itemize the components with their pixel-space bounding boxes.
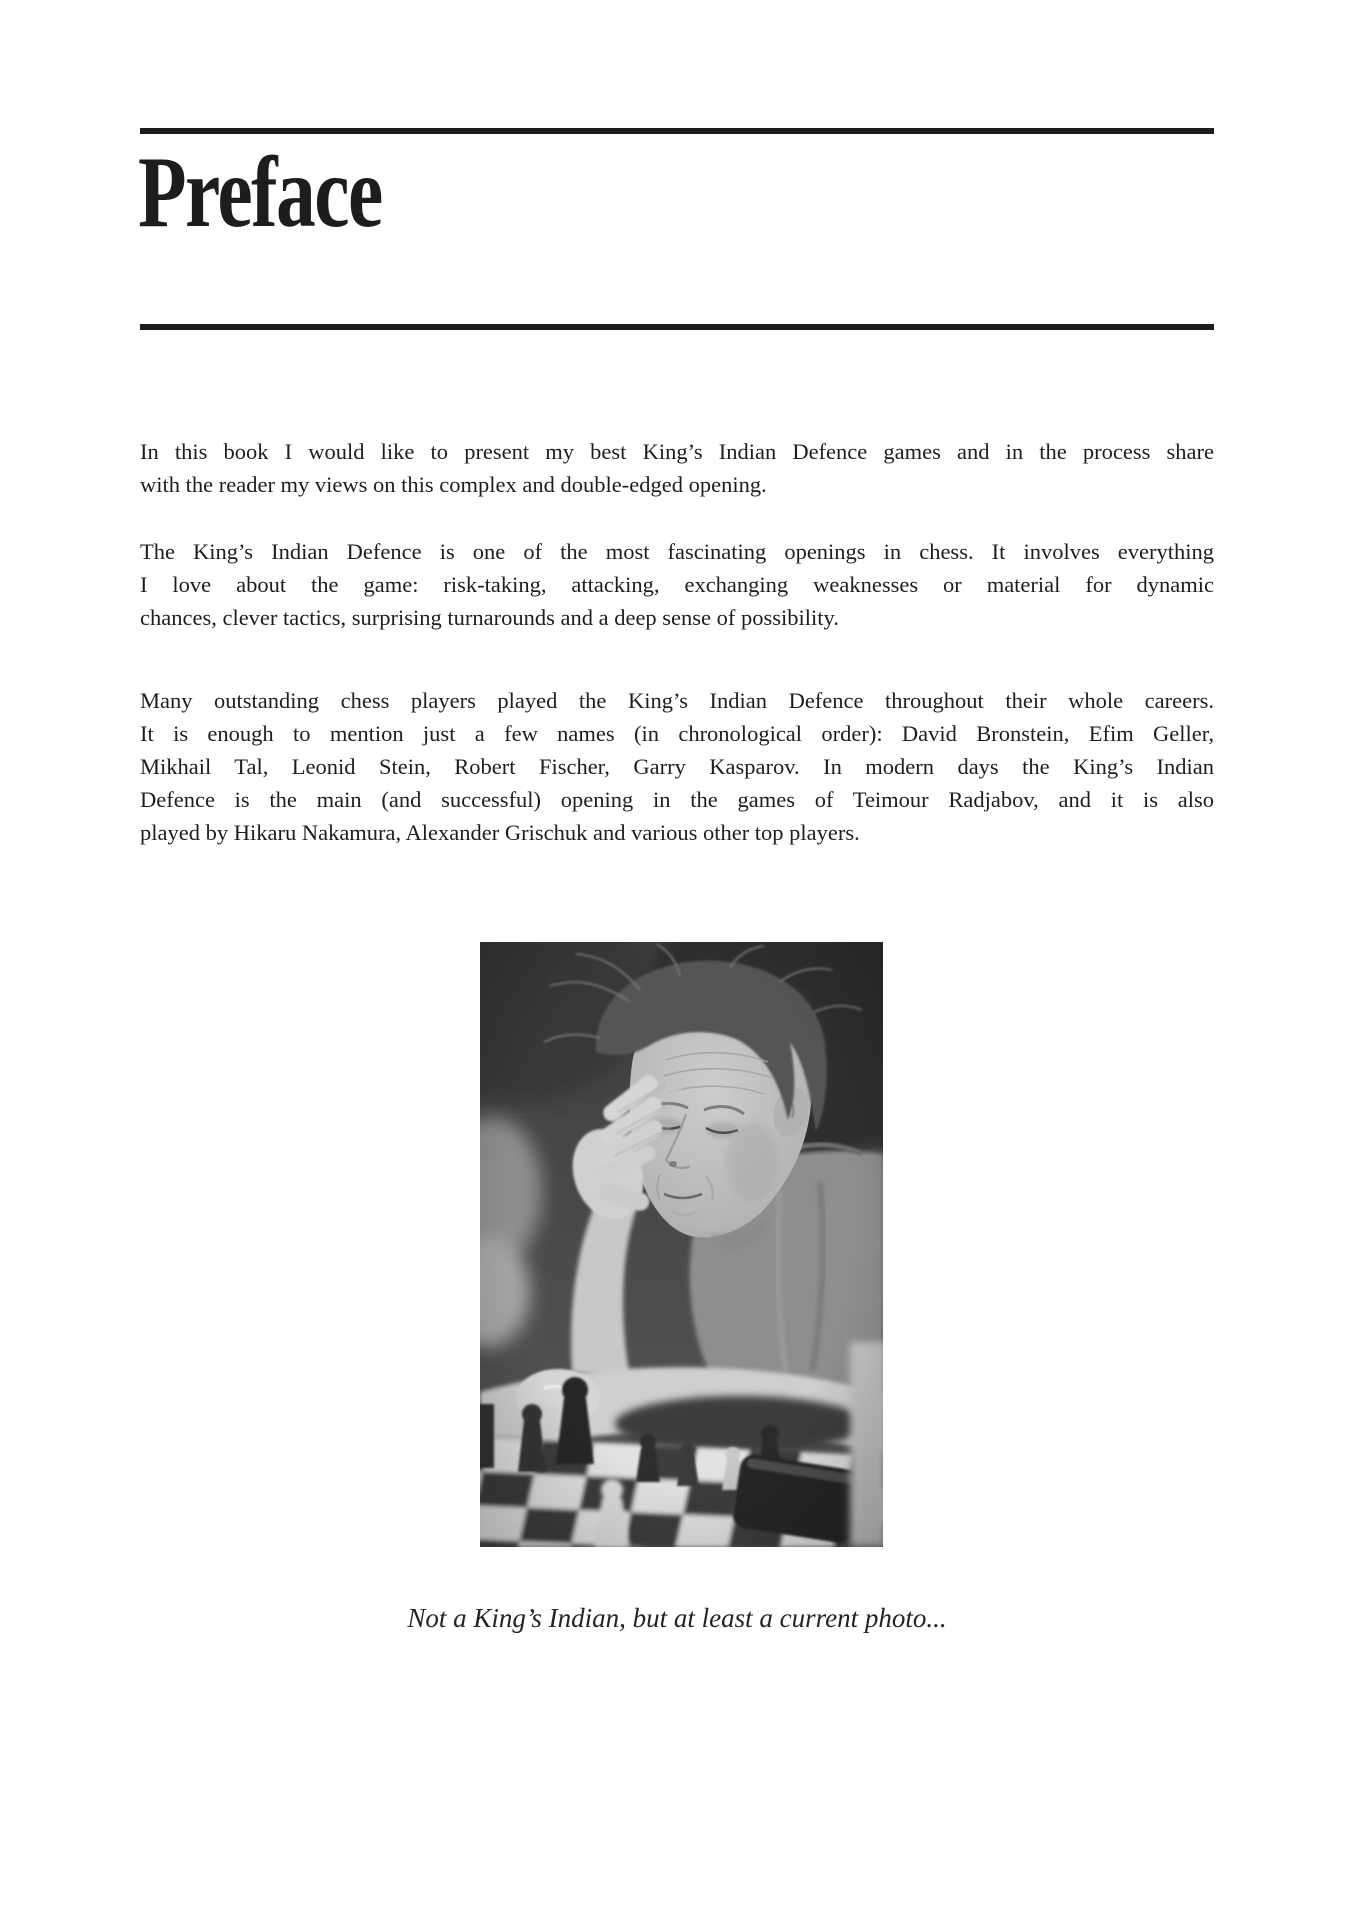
photo-caption: Not a King’s Indian, but at least a current photo... (407, 1603, 947, 1633)
chess-player-photo (480, 942, 883, 1547)
paragraph-2 (140, 535, 1214, 634)
text-line: Defence is the main (and successful) opening in the games of Teimour Radjabov, and it is also (140, 787, 1214, 812)
text-line: Mikhail Tal, Leonid Stein, Robert Fischer, Garry Kasparov. In modern days the King’s Indian (140, 754, 1214, 779)
text-line: Many outstanding chess players played the King’s Indian Defence throughout their whole careers. (140, 688, 1214, 713)
paragraph-3 (140, 684, 1214, 849)
title-rule-bottom (140, 324, 1214, 330)
text-line: It is enough to mention just a few names (in chronological order): David Bronstein, Efim Geller, (140, 721, 1214, 746)
text-line: with the reader my views on this complex and double-edged opening. (140, 472, 767, 497)
paragraph-1 (140, 435, 1214, 501)
text-line: The King’s Indian Defence is one of the most fascinating openings in chess. It involves everything (140, 539, 1214, 564)
page-title: Preface (138, 136, 382, 249)
text-line: In this book I would like to present my best King’s Indian Defence games and in the process share (140, 439, 1214, 464)
title-rule-top (140, 128, 1214, 134)
text-line: played by Hikaru Nakamura, Alexander Grischuk and various other top players. (140, 820, 860, 845)
photo-figure (480, 942, 883, 1547)
text-line: I love about the game: risk-taking, attacking, exchanging weaknesses or material for dynamic (140, 572, 1214, 597)
text-line: chances, clever tactics, surprising turnarounds and a deep sense of possibility. (140, 605, 839, 630)
